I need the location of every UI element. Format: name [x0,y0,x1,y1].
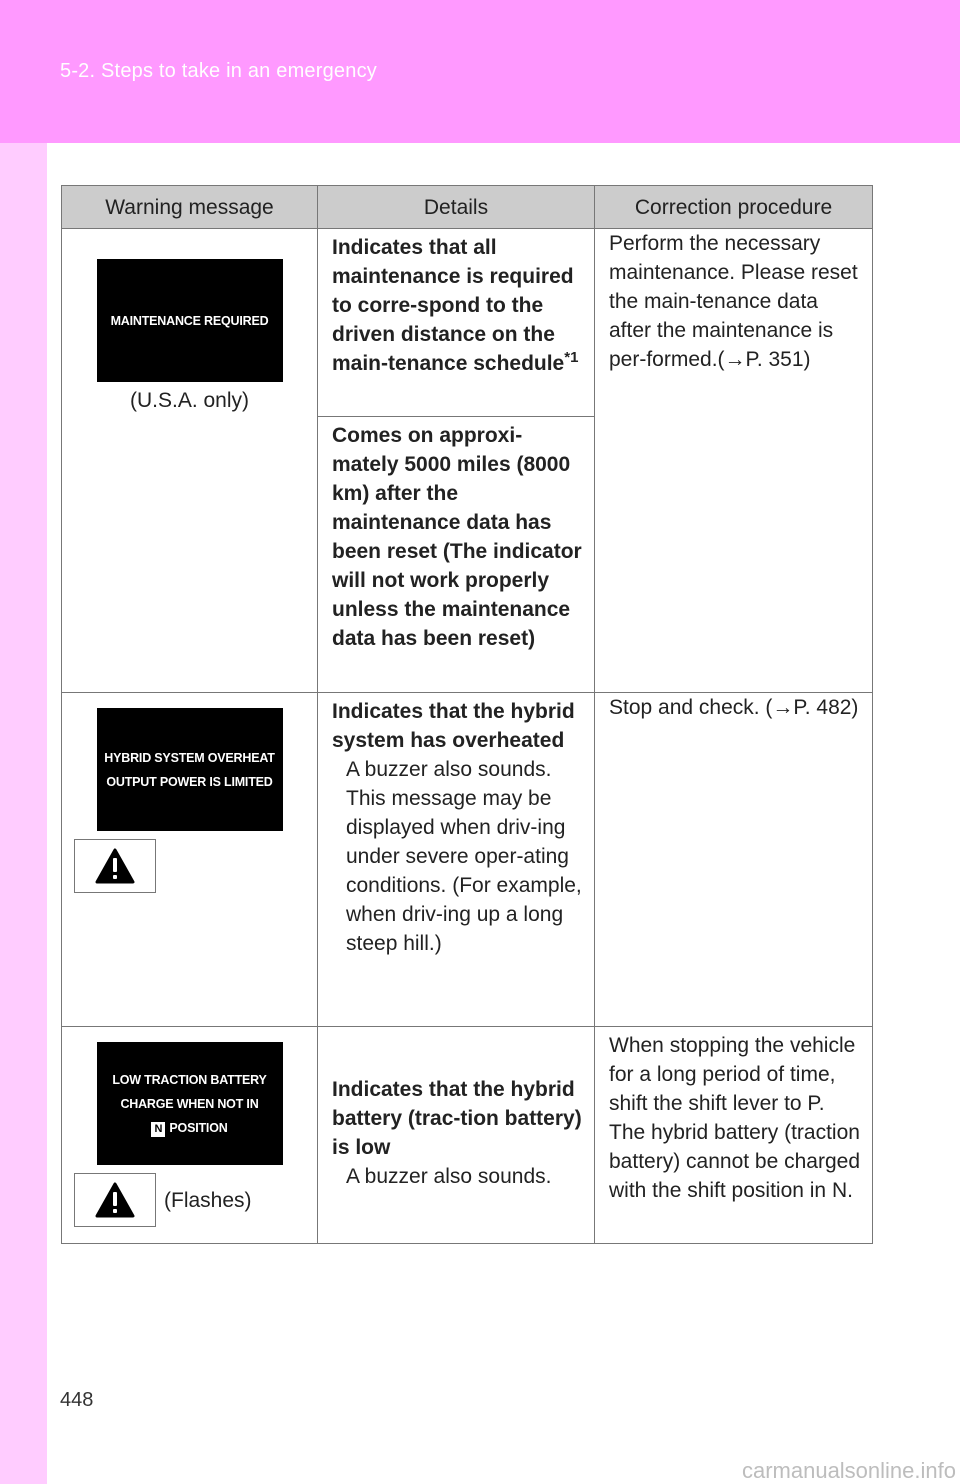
display-line-1: HYBRID SYSTEM OVERHEAT [104,750,275,765]
warning-message-cell [62,1027,318,1244]
warning-icon-wrap [74,839,317,893]
details-cell [318,417,595,693]
warning-icon [74,839,156,893]
side-band [0,143,47,1484]
region-caption: (U.S.A. only) [129,389,250,412]
hybrid-overheat-display [97,708,283,831]
section-title: 5-2. Steps to take in an emergency [60,60,377,82]
correction-text: When stopping the vehicle for a long period of time, shift the shift lever to P. The hybrid battery (traction battery) cannot be charged with the shift position in N. [609,1034,860,1202]
header-details: Details [318,186,595,229]
header-warning-message: Warning message [62,186,318,229]
details-body: A buzzer also sounds. [346,1165,552,1188]
details-title: Indicates that the hybrid system has overheated [332,700,575,752]
warning-message-cell [62,693,318,1027]
page-number: 448 [60,1389,94,1411]
correction-text: Stop and check. (→P. 482) [609,696,859,719]
correction-cell [595,693,873,1027]
display-line-3-text: POSITION [169,1120,228,1135]
warning-message-cell [62,229,318,693]
exclamation-icon [95,848,135,884]
details-text: Indicates that all maintenance is required to corre-spond to the driven distance on the main-tenance schedule [332,236,574,375]
header-band [0,0,960,143]
n-position-icon: N [151,1122,165,1137]
flashes-caption: (Flashes) [164,1188,252,1212]
table-row [62,229,873,417]
exclamation-icon [95,1182,135,1218]
watermark: carmanualsonline.info [741,1458,956,1483]
details-cell [318,229,595,417]
details-body: A buzzer also sounds. This message may be displayed when driv-ing under severe oper-ating conditions. (For example, when driv-ing up a long steep hill.) [346,758,582,955]
details-title: Indicates that the hybrid battery (trac-tion battery) is low [332,1078,582,1159]
maintenance-display [97,259,283,382]
display-line-2: CHARGE WHEN NOT IN [120,1096,259,1111]
correction-text: Perform the necessary maintenance. Please reset the main-tenance data after the maintenance is per-formed.(→P. 351) [609,232,858,371]
display-line-2: OUTPUT POWER IS LIMITED [106,774,273,789]
display-line-1: LOW TRACTION BATTERY [112,1072,267,1087]
correction-cell [595,1027,873,1244]
table-row [62,693,873,1027]
details-text: Comes on approxi-mately 5000 miles (8000 km) after the maintenance data has been reset (The indicator will not work properly unless the maintenance data has been reset) [332,424,582,650]
table-header-row [62,186,873,229]
display-text: MAINTENANCE REQUIRED [110,313,269,328]
warning-table [61,185,873,1244]
details-cell [318,1027,595,1244]
details-cell [318,693,595,1027]
footnote-mark: *1 [564,349,579,366]
warning-icon-wrap [74,1173,317,1227]
header-correction-procedure: Correction procedure [595,186,873,229]
display-line-3 [151,1116,227,1140]
warning-icon [74,1173,156,1227]
correction-cell [595,229,873,693]
table-row [62,1027,873,1244]
low-battery-display [97,1042,283,1165]
